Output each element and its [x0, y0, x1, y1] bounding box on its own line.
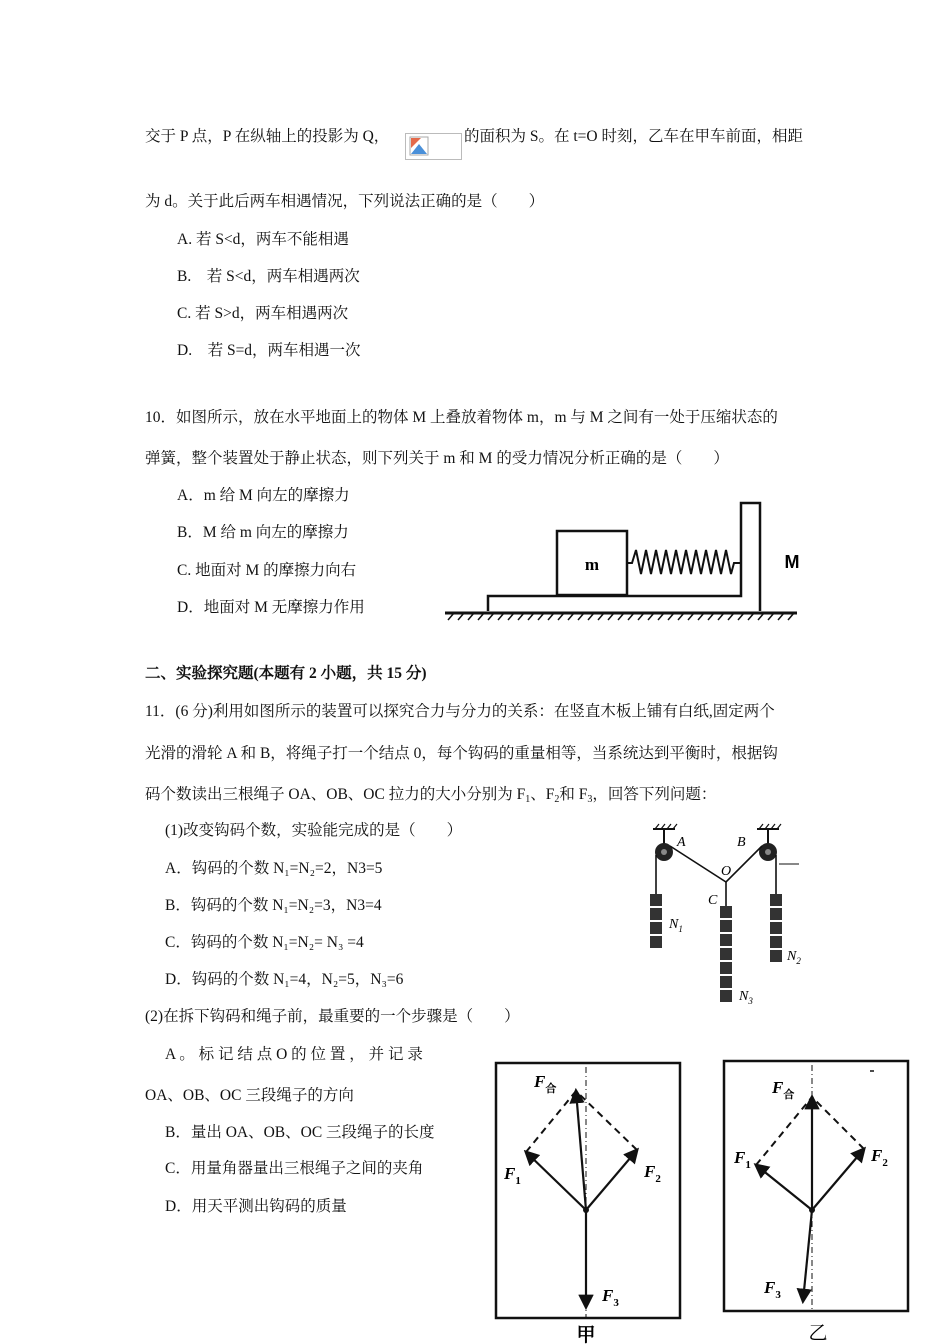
q11-line2: 光滑的滑轮 A 和 B，将绳子打一个结点 0，每个钩码的重量相等，当系统达到平衡时，根据钩: [145, 745, 778, 762]
label-F2-main: F: [644, 1162, 656, 1181]
label-F3-sub: 3: [613, 1297, 619, 1309]
spring: [627, 550, 741, 574]
diagram-yi-frame: [724, 1061, 908, 1311]
node-point: [583, 1207, 589, 1213]
label-F3: [601, 1286, 619, 1309]
label-N3-main: N: [739, 989, 749, 1004]
q9-line1b: 的面积为 S。在 t=O 时刻，乙车在甲车前面，相距: [464, 128, 803, 145]
label-N3-sub: 3: [748, 996, 753, 1006]
section-title: 二、实验探究题(本题有 2 小题，共 15 分): [145, 665, 427, 682]
caption-yi: 乙: [808, 1322, 828, 1344]
q11-sub2-option-c: C．用量角器量出三根绳子之间的夹角: [165, 1160, 424, 1177]
q10-option-d: D．地面对 M 无摩擦力作用: [177, 599, 365, 616]
q11-sub1: (1)改变钩码个数，实验能完成的是（ ）: [165, 822, 463, 839]
q11-sub1-option-c: C．钩码的个数 N₁=N₂= N₃ =4: [165, 934, 364, 951]
label-B: B: [737, 835, 746, 850]
label-O: O: [721, 864, 732, 879]
label-A: A: [677, 835, 686, 850]
label-F1-sub: 1: [745, 1159, 751, 1171]
weights-N1: [650, 894, 662, 948]
q11-line3: [145, 785, 716, 810]
dashed-line: [576, 1091, 637, 1150]
weights-N3: [720, 906, 732, 1002]
label-N2: [786, 949, 801, 966]
broken-image-placeholder: [405, 133, 462, 160]
dashed-line: [812, 1097, 864, 1149]
q9-line2: 为 d。关于此后两车相遇情况，下列说法正确的是（ ）: [145, 193, 545, 210]
label-N1: [668, 917, 683, 934]
q10-line2: 弹簧，整个装置处于静止状态，则下列关于 m 和 M 的受力情况分析正确的是（ ）: [145, 450, 729, 467]
arrow-F1: [526, 1152, 586, 1210]
label-F1-main: F: [504, 1164, 516, 1183]
label-F1-sub: 1: [515, 1175, 521, 1187]
label-N3: [738, 989, 753, 1006]
q10-option-c: C. 地面对 M 的摩擦力向右: [177, 562, 357, 579]
label-F-he: [771, 1078, 794, 1101]
block-M-label: M: [784, 552, 800, 572]
q11-sub2-option-a-line1: A 。 标 记 结 点 O 的 位 置 ， 并 记 录: [165, 1046, 423, 1063]
q11-line3-text: ，回答下列问题：: [592, 786, 717, 803]
label-C: C: [708, 893, 718, 908]
q9-option-d: D. 若 S=d，两车相遇一次: [177, 342, 361, 359]
dashed-line: [756, 1097, 812, 1165]
spring-block-figure: [440, 498, 805, 628]
label-F2-sub: 2: [655, 1173, 661, 1185]
q11-line3-text: 和 F: [559, 786, 588, 803]
q11-sub2-option-b: B．量出 OA、OB、OC 三段绳子的长度: [165, 1124, 435, 1141]
weights-N2: [770, 894, 782, 962]
label-F3-sub: 3: [775, 1289, 781, 1301]
label-F1-main: F: [734, 1148, 746, 1167]
label-F-he-main: F: [772, 1078, 784, 1097]
node-point: [809, 1207, 815, 1213]
caption-jia: 甲: [576, 1324, 596, 1344]
q9-option-b: B. 若 S<d，两车相遇两次: [177, 268, 360, 285]
q11-sub2: (2)在拆下钩码和绳子前，最重要的一个步骤是（ ）: [145, 1008, 520, 1025]
rope-AOB: [670, 846, 762, 882]
subscript: 2: [554, 794, 560, 805]
dashed-line: [526, 1091, 576, 1152]
label-F3: [763, 1278, 781, 1301]
q11-sub1-option-b: B．钩码的个数 N₁=N₂=3，N3=4: [165, 897, 382, 914]
arrow-F-he: [576, 1091, 586, 1210]
ground: [445, 613, 797, 620]
pulley-figure: [635, 822, 820, 1007]
label-F3-main: F: [764, 1278, 776, 1297]
q9-line1a: 交于 P 点，P 在纵轴上的投影为 Q，: [145, 128, 390, 145]
label-F-he-sub: 合: [545, 1083, 557, 1095]
q11-sub2-option-a-line2: OA、OB、OC 三段绳子的方向: [145, 1087, 354, 1104]
pulley-B-axle: [765, 849, 771, 855]
q10-option-b: B．M 给 m 向左的摩擦力: [177, 524, 349, 541]
label-F1: [503, 1164, 521, 1187]
label-N2-sub: 2: [796, 956, 801, 966]
diagram-yi: [724, 1061, 908, 1344]
subscript: 3: [587, 794, 593, 805]
label-N2-main: N: [787, 949, 797, 964]
label-F2-main: F: [871, 1146, 883, 1165]
q10-line1: 10．如图所示，放在水平地面上的物体 M 上叠放着物体 m，m 与 M 之间有一处于压缩状态的: [145, 409, 778, 426]
q11-sub2-option-d: D．用天平测出钩码的质量: [165, 1198, 347, 1215]
arrow-F2: [586, 1150, 637, 1210]
label-F2: [870, 1146, 888, 1169]
arrow-F2: [812, 1149, 864, 1210]
image-icon: [409, 136, 431, 158]
q9-option-a: A. 若 S<d，两车不能相遇: [177, 231, 349, 248]
q11-sub1-option-a: A．钩码的个数 N₁=N₂=2，N3=5: [165, 860, 383, 877]
q11-line1: 11．(6 分)利用如图所示的装置可以探究合力与分力的关系：在竖直木板上铺有白纸,固定两个: [145, 703, 775, 720]
arrow-F3: [803, 1210, 812, 1301]
diagram-jia-frame: [496, 1063, 680, 1318]
pulley-A-axle: [661, 849, 667, 855]
label-F3-main: F: [602, 1286, 614, 1305]
label-F-he: [533, 1072, 556, 1095]
label-F1: [733, 1148, 751, 1171]
subscript: 1: [525, 794, 531, 805]
label-F2: [643, 1162, 661, 1185]
label-F-he-sub: 合: [783, 1089, 795, 1101]
label-N1-sub: 1: [678, 924, 683, 934]
arrow-F1: [756, 1165, 812, 1210]
q10-option-a: A．m 给 M 向左的摩擦力: [177, 487, 350, 504]
label-N1-main: N: [669, 917, 679, 932]
label-F2-sub: 2: [882, 1157, 888, 1169]
force-diagrams: [490, 1055, 920, 1344]
label-F-he-main: F: [534, 1072, 546, 1091]
q11-sub1-option-d: D．钩码的个数 N₁=4，N₂=5，N₃=6: [165, 971, 404, 988]
q11-line3-text: 、F: [530, 786, 555, 803]
diagram-jia: [496, 1063, 680, 1344]
q11-line3-text: 码个数读出三根绳子 OA、OB、OC 拉力的大小分别为 F: [145, 786, 526, 803]
q9-option-c: C. 若 S>d，两车相遇两次: [177, 305, 349, 322]
block-m-label: m: [584, 555, 600, 574]
